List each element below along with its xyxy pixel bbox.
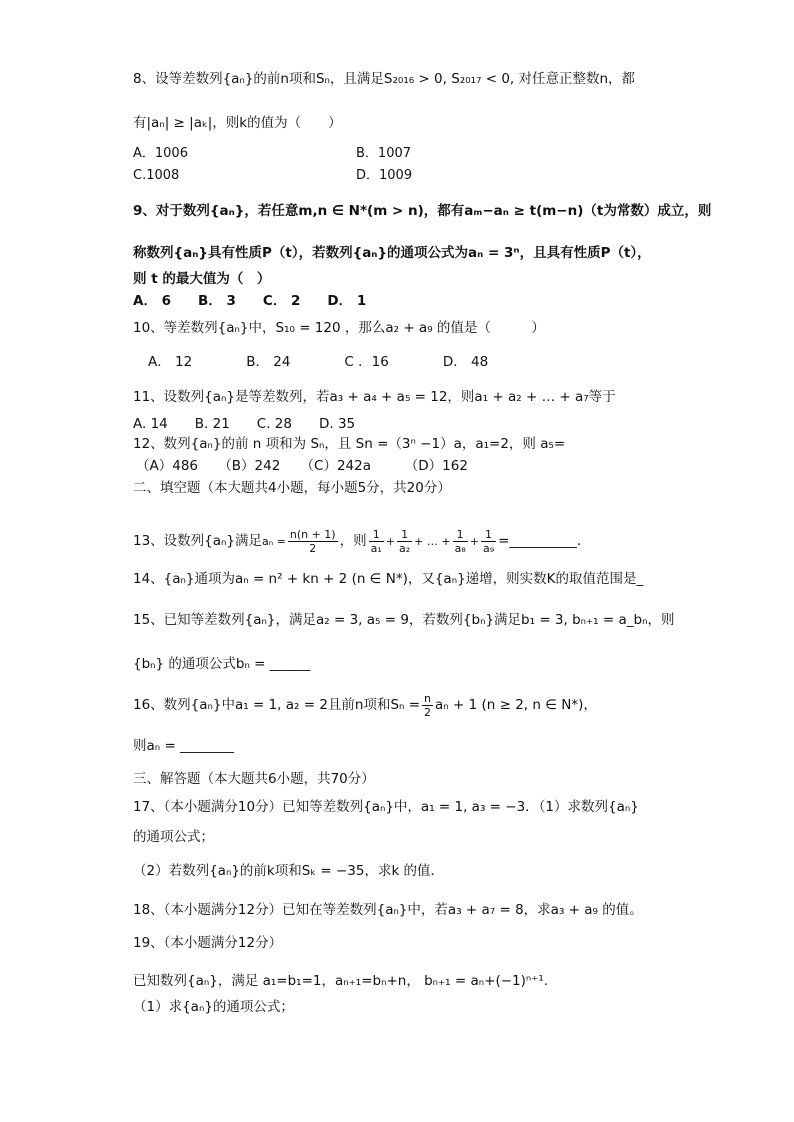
q15-stem-line1: 15、已知等差数列{aₙ}，满足a₂ = 3, a₅ = 9，若数列{bₙ}满足b₁ = 3, bₙ₊₁ = a_bₙ，则 xyxy=(133,612,675,628)
q9-stem-line3: 则 t 的最大值为（ ） xyxy=(133,271,271,287)
q17-stem-line2: 的通项公式； xyxy=(133,829,214,845)
q13-term-2-den: a₂ xyxy=(398,541,411,555)
q13-formula-fraction xyxy=(288,528,338,555)
q13-plus-1: + xyxy=(385,535,395,548)
q17-stem-line1: 17、（本小题满分10分）已知等差数列{aₙ}中，a₁ = 1, a₃ = −3．（1）求数列{aₙ} xyxy=(133,799,639,815)
q13-term-4 xyxy=(481,528,496,555)
q19-part1: （1）求{aₙ}的通项公式； xyxy=(133,999,294,1015)
q13-term-2-num: 1 xyxy=(397,528,412,542)
q15-stem-line2: {bₙ} 的通项公式bₙ = ______ xyxy=(133,656,311,672)
q8-option-d: D．1009 xyxy=(356,168,413,183)
q13-term-1 xyxy=(369,528,384,555)
section-fill-in-heading: 二、填空题（本大题共4小题，每小题5分，共20分） xyxy=(133,480,451,496)
q9-options: A． 6 B． 3 C． 2 D． 1 xyxy=(133,293,367,309)
q12-stem: 12、数列{aₙ}的前 n 项和为 Sₙ，且 Sn =（3ⁿ −1）a，a₁=2，则 a₅= xyxy=(133,436,566,452)
q19-heading: 19、（本小题满分12分） xyxy=(133,935,283,951)
q13-term-4-num: 1 xyxy=(481,528,496,542)
q8-stem-line2: 有|aₙ| ≥ |aₖ|，则k的值为（ ） xyxy=(133,115,342,131)
q13-stem xyxy=(133,526,581,557)
q11-options: A. 14 B. 21 C. 28 D. 35 xyxy=(133,416,356,432)
q13-term-4-den: a₉ xyxy=(482,541,495,555)
q9-stem-line1: 9、对于数列{aₙ}，若任意m,n ∈ N*(m > n)，都有aₘ−aₙ ≥ t(m−n)（t为常数）成立，则 xyxy=(133,203,712,219)
q13-plus-2: + xyxy=(469,535,479,548)
q13-prefix: 13、设数列{aₙ}满足 xyxy=(133,533,263,549)
q13-formula-numerator: n(n + 1) xyxy=(289,527,336,541)
q8-option-b: B．1007 xyxy=(356,146,412,161)
q13-term-3 xyxy=(453,528,468,555)
q19-stem: 已知数列{aₙ}，满足 a₁=b₁=1，aₙ₊₁=bₙ+n， bₙ₊₁ = aₙ+(−1)ⁿ⁺¹. xyxy=(133,973,549,989)
q13-answer-blank: =__________. xyxy=(498,533,582,549)
q8-stem-line1: 8、设等差数列{aₙ}的前n项和Sₙ，且满足S₂₀₁₆ > 0, S₂₀₁₇ < 0, 对任意正整数n，都 xyxy=(133,71,636,87)
q8-option-c: C.1008 xyxy=(133,168,180,183)
q13-term-1-den: a₁ xyxy=(370,541,382,555)
section-solve-heading: 三、解答题（本大题共6小题，共70分） xyxy=(133,771,375,787)
q10-stem: 10、等差数列{aₙ}中，S₁₀ = 120 ，那么a₂ + a₉ 的值是（ ） xyxy=(133,320,545,336)
q13-mid: ，则 xyxy=(339,533,367,549)
q18-stem: 18、（本小题满分12分）已知在等差数列{aₙ}中，若a₃ + a₇ = 8，求a₃ + a₉ 的值。 xyxy=(133,902,643,918)
q16-stem-line1 xyxy=(133,690,597,720)
q16-fraction-den: 2 xyxy=(424,705,432,719)
q11-stem: 11、设数列{aₙ}是等差数列，若a₃ + a₄ + a₅ = 12，则a₁ + a₂ + … + a₇等于 xyxy=(133,389,616,405)
q16-suffix: aₙ + 1 (n ≥ 2, n ∈ N*)， xyxy=(435,697,597,713)
q16-prefix: 16、数列{aₙ}中a₁ = 1, a₂ = 2且前n项和Sₙ = xyxy=(133,697,421,713)
q13-formula-denominator: 2 xyxy=(309,541,317,555)
q13-term-1-num: 1 xyxy=(369,528,384,542)
q8-option-a: A．1006 xyxy=(133,146,188,161)
q9-stem-line2: 称数列{aₙ}具有性质P（t），若数列{aₙ}的通项公式为aₙ = 3ⁿ，且具有性质P（t）， xyxy=(133,245,651,261)
q13-term-3-num: 1 xyxy=(453,528,468,542)
q14-stem: 14、{aₙ}通项为aₙ = n² + kn + 2 (n ∈ N*)，又{aₙ}递增，则实数K的取值范围是_ xyxy=(133,571,644,587)
q12-options: （A）486 （B）242 （C）242a （D）162 xyxy=(136,458,468,474)
q13-formula-lhs: aₙ = xyxy=(262,535,286,548)
q13-dots: + … + xyxy=(414,535,451,548)
q16-fraction xyxy=(422,692,433,719)
q13-term-2 xyxy=(397,528,412,555)
q16-fraction-num: n xyxy=(422,692,433,706)
q10-options: A． 12 B． 24 C ．16 D． 48 xyxy=(148,354,489,370)
q16-stem-line2: 则aₙ = ________ xyxy=(133,738,235,754)
q13-term-3-den: a₈ xyxy=(454,541,466,555)
q17-stem-line3: （2）若数列{aₙ}的前k项和Sₖ = −35，求k 的值． xyxy=(133,863,445,879)
